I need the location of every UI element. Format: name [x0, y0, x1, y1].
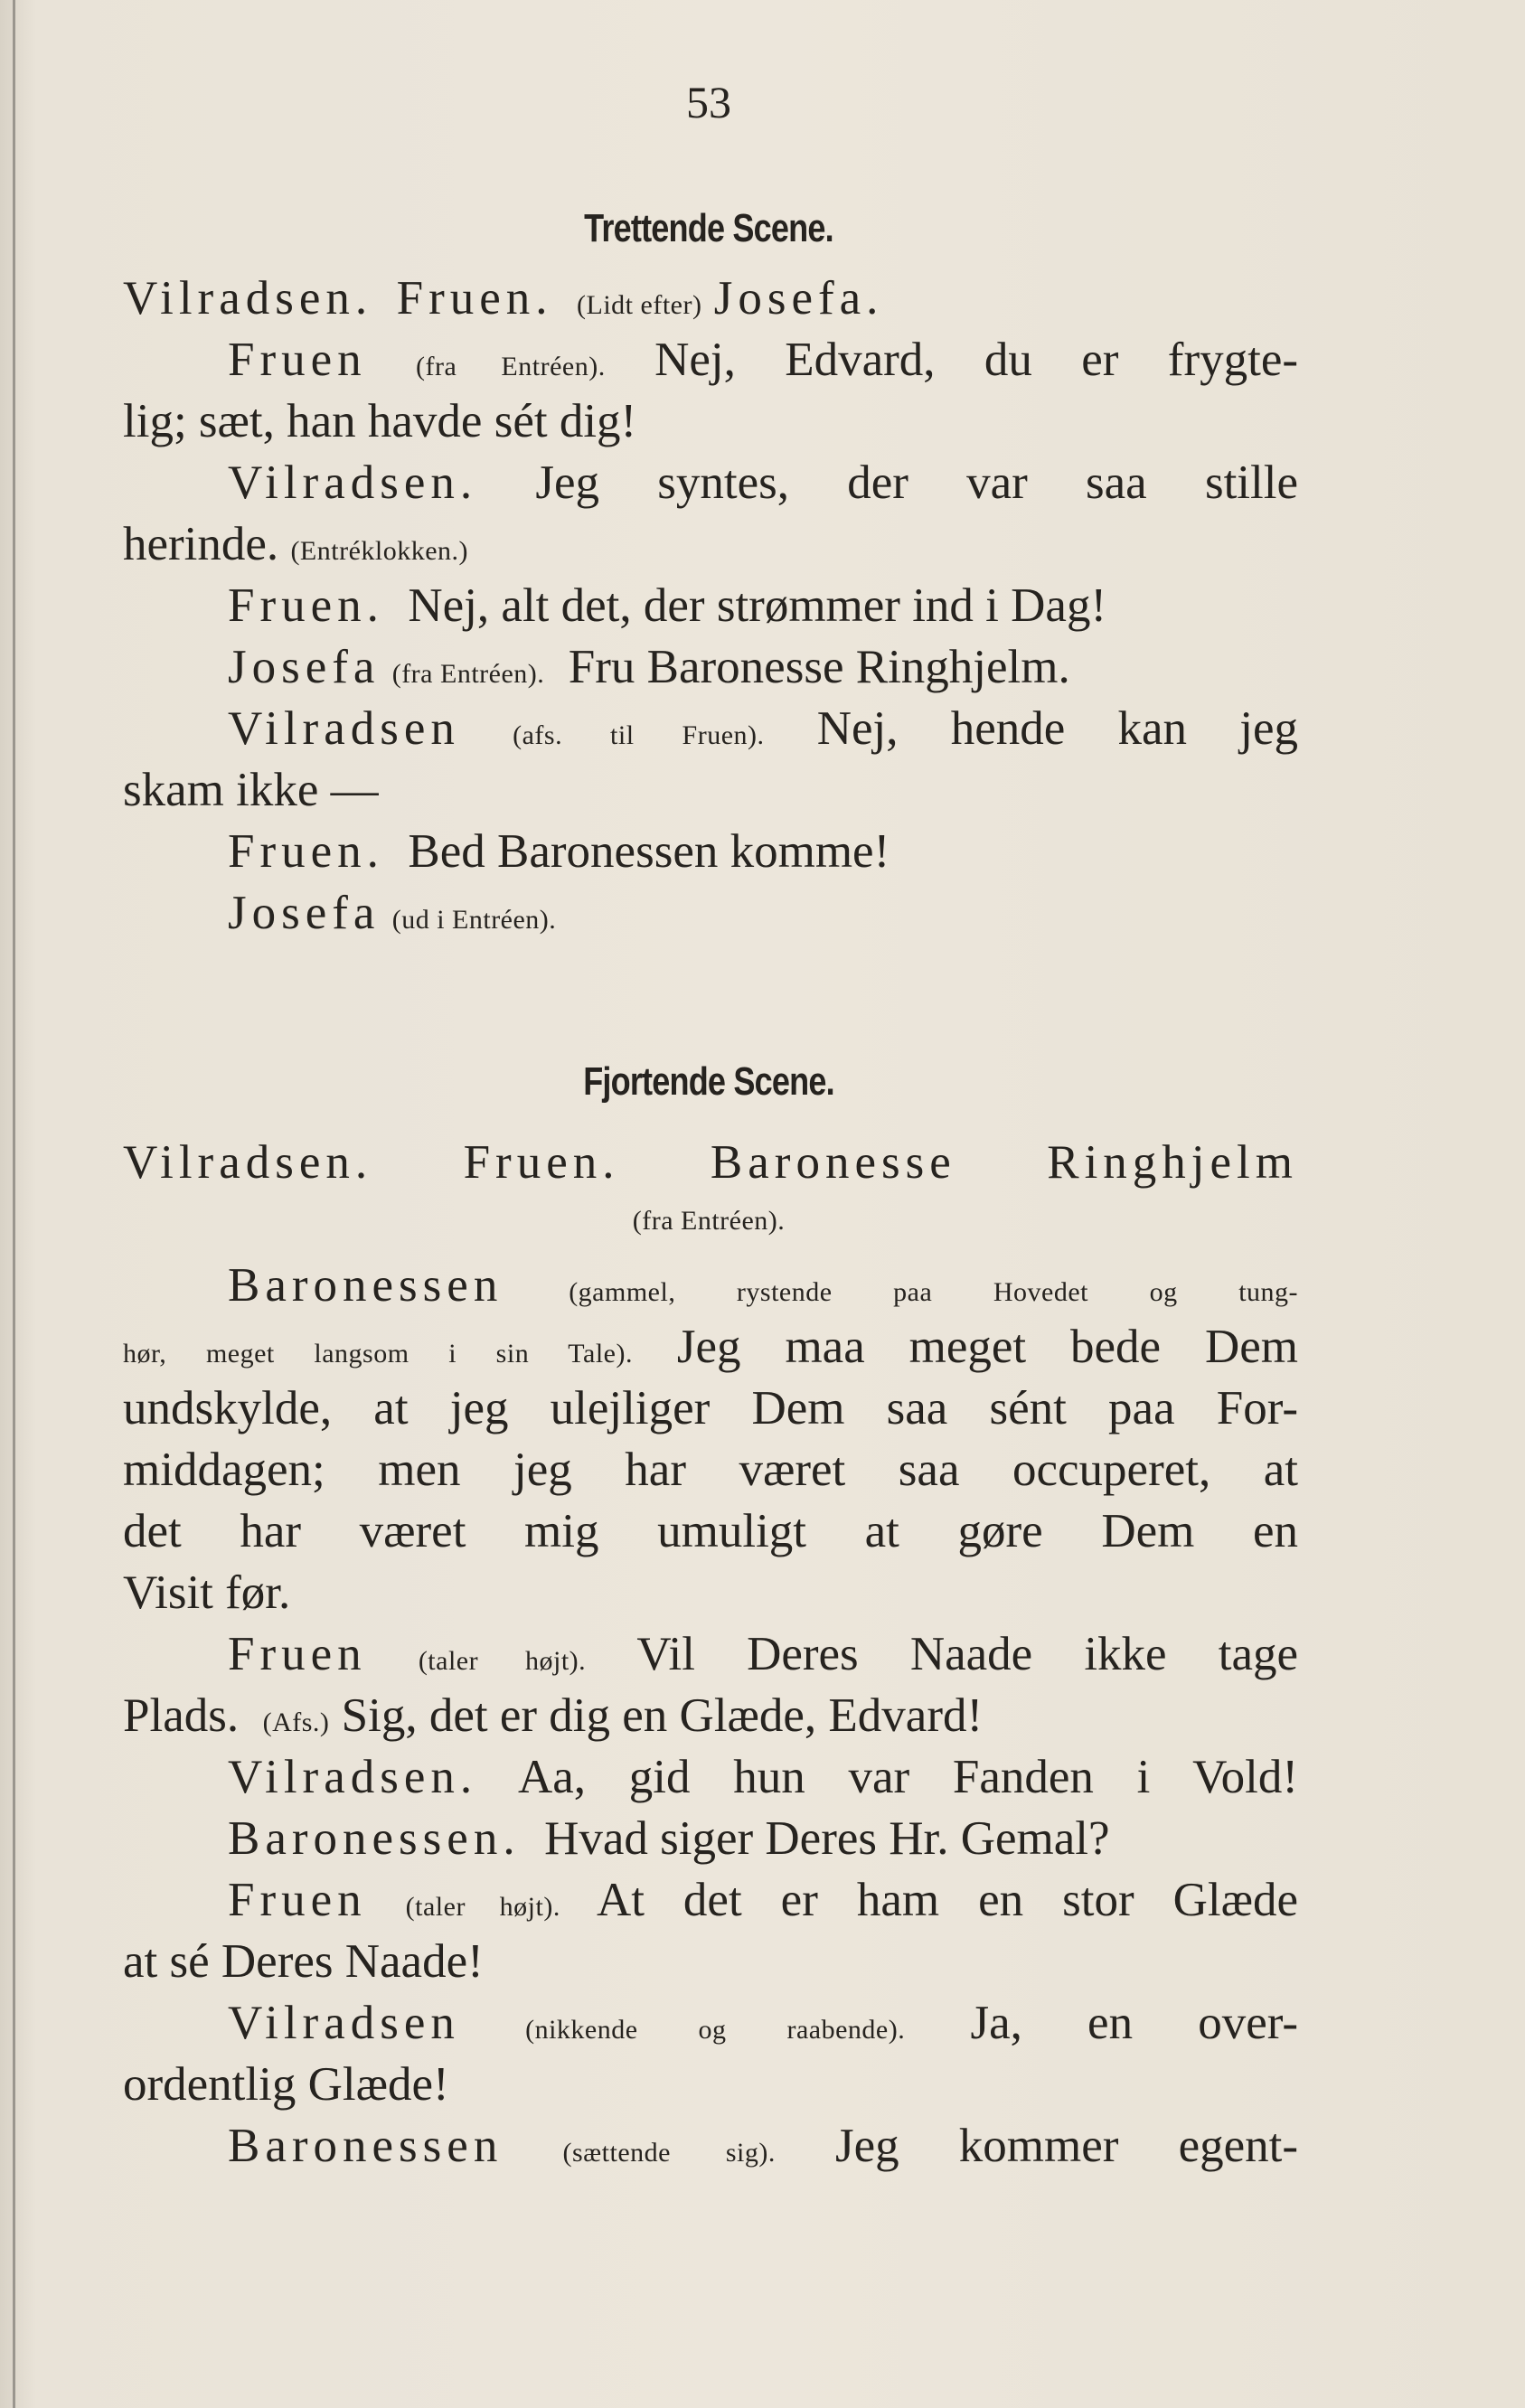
speaker-name: Baronessen.: [228, 1812, 521, 1865]
dialogue-line: [123, 886, 1298, 940]
stage-direction: (sættende sig).: [562, 2138, 776, 2168]
dialogue-line: [123, 2119, 1298, 2173]
dialogue-text: Sig, det er dig en Glæde, Edvard!: [341, 1689, 984, 1742]
stage-direction: (fra Entréen).: [416, 352, 606, 381]
dialogue-text: At det er ham en stor Glæde: [596, 1874, 1298, 1926]
page-number: 53: [686, 77, 731, 127]
dialogue-line: [123, 394, 1298, 448]
dialogue-line: [123, 1750, 1298, 1804]
dialogue-text: Nej, alt det, der strømmer ind i Dag!: [408, 579, 1107, 632]
stage-direction: hør, meget langsom i sin Tale).: [123, 1339, 633, 1369]
speaker-name: Vilradsen: [228, 702, 460, 755]
dialogue-line: [123, 1627, 1298, 1681]
dialogue-line: [123, 640, 1298, 694]
dialogue-line: middagen; men jeg har været saa occuperet, at: [123, 1444, 1298, 1496]
speaker-name: Fruen: [228, 1874, 367, 1926]
cast-line-13: [123, 271, 1298, 325]
dialogue-line: det har været mig umuligt at gøre Dem en: [123, 1505, 1298, 1557]
dialogue-text: Hvad siger Deres Hr. Gemal?: [544, 1812, 1110, 1865]
cast-name: Josefa.: [713, 272, 884, 325]
dialogue-text: Jeg syntes, der var saa stille: [535, 456, 1298, 509]
dialogue-text: Jeg kommer egent-: [835, 2120, 1299, 2172]
dialogue-line: [123, 578, 1298, 633]
dialogue-line: [123, 1688, 1298, 1743]
speaker-name: Fruen.: [228, 579, 384, 632]
dialogue-text: Ja, en over-: [970, 1997, 1299, 2049]
dialogue-text: Nej, Edvard, du er frygte-: [654, 334, 1299, 386]
dialogue-line: Visit før.: [123, 1566, 291, 1619]
dialogue-text: Fru Baronesse Ringhjelm.: [568, 641, 1070, 693]
stage-direction: (fra Entréen).: [632, 1206, 786, 1236]
dialogue-text: Nej, hende kan jeg: [816, 702, 1299, 755]
speaker-name: Fruen: [228, 1628, 367, 1680]
dialogue-text: Vil Deres Naade ikke tage: [636, 1628, 1298, 1680]
dialogue-line: at sé Deres Naade!: [123, 1935, 484, 1988]
dialogue-text: Aa, gid hun var Fanden i Vold!: [517, 1751, 1298, 1803]
dialogue-text: Jeg maa meget bede Dem: [676, 1321, 1298, 1373]
dialogue-line: ordentlig Glæde!: [123, 2058, 449, 2111]
dialogue-text: skam ikke —: [123, 764, 379, 816]
speaker-name: Baronessen: [228, 2120, 504, 2172]
dialogue-line: [123, 333, 1298, 387]
speaker-name: Vilradsen.: [228, 1751, 478, 1803]
stage-direction: (taler højt).: [405, 1892, 560, 1922]
speaker-name: Josefa: [228, 887, 381, 939]
page-edge-line: [13, 0, 15, 2408]
stage-direction: (ud i Entréen).: [391, 905, 557, 935]
stage-direction: (taler højt).: [418, 1646, 587, 1676]
dialogue-text: lig; sæt, han havde sét dig!: [123, 395, 637, 447]
dialogue-line: [123, 1258, 1298, 1312]
dialogue-text: Plads.: [123, 1689, 240, 1742]
speaker-name: Vilradsen.: [228, 456, 478, 509]
stage-direction: (Lidt efter): [577, 290, 702, 320]
speaker-name: Fruen.: [228, 825, 384, 878]
stage-direction: (gammel, rystende paa Hovedet og tung-: [569, 1277, 1299, 1307]
dialogue-line: [123, 824, 1298, 879]
dialogue-line: [123, 701, 1298, 756]
speaker-name: Fruen: [228, 334, 367, 386]
dialogue-line: [123, 456, 1298, 510]
dialogue-line: undskylde, at jeg ulejliger Dem saa sént paa For-: [123, 1382, 1298, 1434]
speaker-name: Josefa: [228, 641, 381, 693]
scene-heading-14: Fjortende Scene.: [583, 1059, 834, 1104]
cast-name: Fruen.: [396, 272, 553, 325]
dialogue-text: herinde.: [123, 518, 279, 570]
cast-line-14: Vilradsen. Fruen. Baronesse Ringhjelm: [123, 1136, 1298, 1189]
dialogue-line: [123, 763, 1298, 817]
dialogue-text: Bed Baronessen komme!: [408, 825, 890, 878]
cast-name: Vilradsen.: [123, 272, 373, 325]
stage-direction: (Afs.): [262, 1707, 330, 1737]
speaker-name: Vilradsen: [228, 1997, 460, 2049]
stage-direction: (afs. til Fruen).: [513, 720, 765, 750]
scene-heading-13: Trettende Scene.: [584, 206, 833, 250]
dialogue-line: [123, 1873, 1298, 1927]
stage-direction: (nikkende og raabende).: [525, 2015, 906, 2045]
dialogue-line: [123, 1811, 1298, 1866]
dialogue-line: [123, 1320, 1298, 1374]
dialogue-line: [123, 1996, 1298, 2050]
stage-direction: (Entréklokken.): [290, 536, 469, 566]
stage-direction: (fra Entréen).: [391, 659, 545, 689]
dialogue-line: [123, 517, 1298, 571]
speaker-name: Baronessen: [228, 1259, 504, 1312]
